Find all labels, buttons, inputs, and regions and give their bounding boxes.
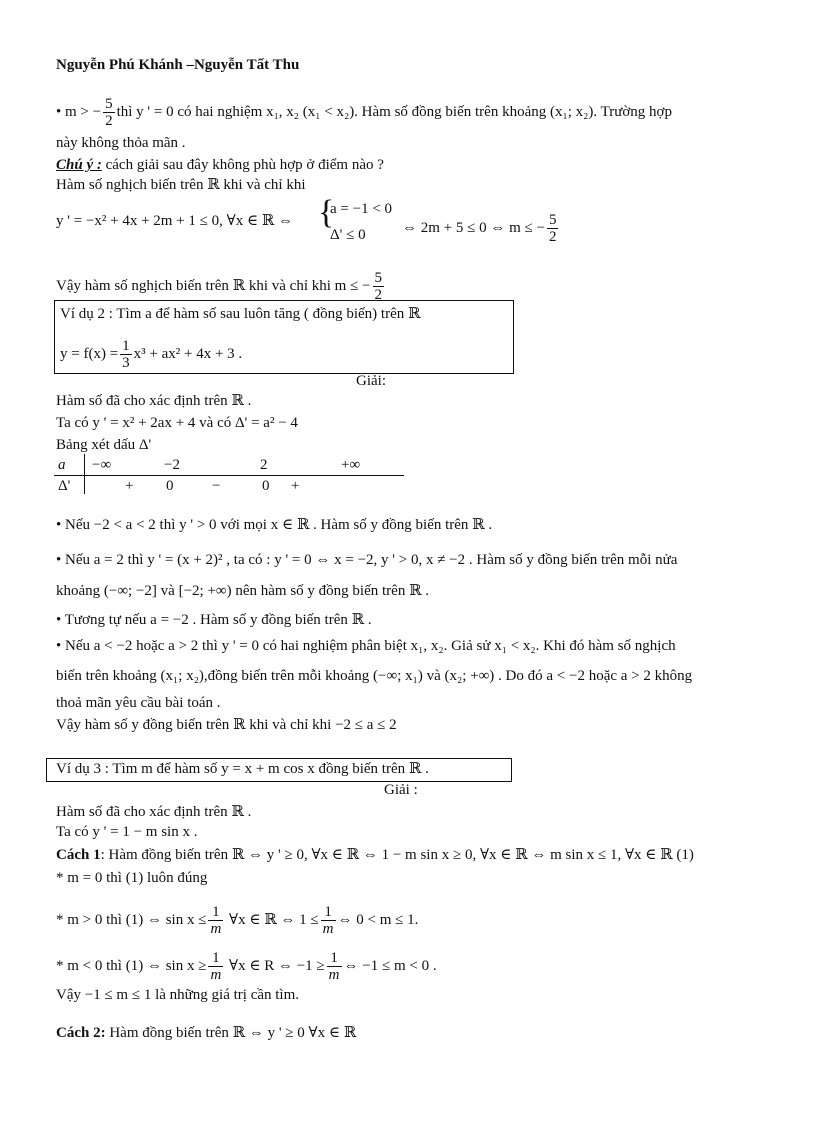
case-line-cont: này không thỏa mãn . [56, 135, 186, 151]
system-row: Δ' ≤ 0 [330, 227, 366, 243]
fraction: $\frac{1}{m}$ [322, 904, 334, 937]
table-sign: + [291, 478, 300, 494]
bullet-item: • Nếu −2 < a < 2 thì y ' > 0 với mọi x ∈ ℝ . Hàm số y đồng biến trên ℝ . [56, 517, 493, 533]
page-header: Nguyễn Phú Khánh –Nguyễn Tất Thu [56, 57, 300, 73]
text-line: Ta có y ' = 1 − m sin x . [56, 824, 198, 840]
note-conclusion: Vậy hàm số nghịch biến trên ℝ khi và chỉ khi m ≤ − $\frac{5}{2}$ [56, 270, 383, 303]
table-label: a [58, 457, 66, 473]
text-line: Ta có y ' = x² + 2ax + 4 và có Δ' = a² − 4 [56, 415, 298, 431]
system-brace: { [318, 194, 335, 231]
method-1: Cách 1: Hàm đồng biến trên ℝ ⇔ y ' ≥ 0, ∀x ∈ ℝ ⇔ 1 − m sin x ≥ 0, ∀x ∈ ℝ ⇔ m sin x ≤ 1, ∀x ∈ ℝ (1) [56, 847, 694, 863]
bullet-item-cont: thoả mãn yêu cầu bài toán . [56, 695, 221, 711]
table-value: −∞ [92, 457, 112, 473]
conclusion: Vậy hàm số y đồng biến trên ℝ khi và chỉ khi −2 ≤ a ≤ 2 [56, 717, 397, 733]
solution-label: Giải : [384, 782, 418, 798]
table-vline [84, 454, 85, 494]
fraction: $\frac{5}{2}$ [548, 212, 557, 245]
method-2: Cách 2: Hàm đồng biến trên ℝ ⇔ y ' ≥ 0 ∀x ∈ ℝ [56, 1025, 357, 1041]
bullet-item: • Nếu a < −2 hoặc a > 2 thì y ' = 0 có hai nghiệm phân biệt x₁, x₂. Giả sử x₁ < x₂. Khi đó hàm số nghịch [56, 638, 676, 654]
table-sign: 0 [166, 478, 174, 494]
table-value: −2 [164, 457, 180, 473]
fraction: $\frac{1}{m}$ [328, 950, 340, 983]
system-row: a = −1 < 0 [330, 201, 393, 217]
bullet-item: • Tương tự nếu a = −2 . Hàm số y đồng biến trên ℝ . [56, 612, 372, 628]
text-line: Hàm số đã cho xác định trên ℝ . [56, 804, 252, 820]
text-line: Hàm số đã cho xác định trên ℝ . [56, 393, 252, 409]
bullet-item-cont: biến trên khoảng (x₁; x₂),đồng biến trên mỗi khoảng (−∞; x₁) và (x₂; +∞) . Do đó a < −2 hoặc a > 2 không [56, 668, 693, 684]
fraction: $\frac{1}{m}$ [210, 950, 222, 983]
note-equation-end: ⇔ 2m + 5 ≤ 0 ⇔ m ≤ − $\frac{5}{2}$ [402, 212, 557, 245]
case-line: * m = 0 thì (1) luôn đúng [56, 870, 208, 886]
conclusion: Vậy −1 ≤ m ≤ 1 là những giá trị cần tìm. [56, 987, 300, 1003]
example-2-title: Ví dụ 2 : Tìm a để hàm số sau luôn tăng ( đồng biến) trên ℝ [60, 306, 421, 322]
note-text: Hàm số nghịch biến trên ℝ khi và chỉ khi [56, 177, 306, 193]
note-equation: y ' = −x² + 4x + 2m + 1 ≤ 0, ∀x ∈ ℝ ⇔ [56, 213, 294, 229]
table-value: +∞ [341, 457, 361, 473]
bullet-item: • Nếu a = 2 thì y ' = (x + 2)² , ta có : y ' = 0 ⇔ x = −2, y ' > 0, x ≠ −2 . Hàm số y đồng biến trên mỗi nửa [56, 552, 678, 568]
case-line: * m > 0 thì (1) ⇔ sin x ≤ $\frac{1}{m}$ ∀x ∈ ℝ ⇔ 1 ≤ $\frac{1}{m}$ ⇔ 0 < m ≤ 1. [56, 904, 419, 937]
example-2-function: y = f(x) = $\frac{1}{3}$ x³ + ax² + 4x + 3 . [60, 338, 243, 371]
table-label: Δ' [58, 478, 71, 494]
example-3-title: Ví dụ 3 : Tìm m để hàm số y = x + m cos x đồng biến trên ℝ . [56, 761, 429, 777]
fraction: $\frac{1}{m}$ [210, 904, 222, 937]
fraction: $\frac{5}{2}$ [105, 96, 113, 129]
solution-label: Giải: [356, 373, 386, 389]
table-hline [54, 475, 404, 476]
fraction: $\frac{5}{2}$ [374, 270, 383, 303]
text-line: Bảng xét dấu Δ' [56, 437, 152, 453]
fraction: $\frac{1}{3}$ [122, 338, 130, 371]
case-line: * m < 0 thì (1) ⇔ sin x ≥ $\frac{1}{m}$ ∀x ∈ R ⇔ −1 ≥ $\frac{1}{m}$ ⇔ −1 ≤ m < 0 . [56, 950, 437, 983]
table-sign: + [125, 478, 134, 494]
table-sign: 0 [262, 478, 270, 494]
table-sign: − [212, 478, 221, 494]
note-line: Chú ý : cách giải sau đây không phù hợp ở điểm nào ? [56, 157, 384, 173]
case-line: • m > − $\frac{5}{2}$ thì y ' = 0 có hai nghiệm x₁, x₂ (x₁ < x₂). Hàm số đồng biến trên khoảng (x₁; x₂). Trường hợp [56, 96, 672, 129]
table-value: 2 [260, 457, 268, 473]
bullet-item-cont: khoảng (−∞; −2] và [−2; +∞) nên hàm số y đồng biến trên ℝ . [56, 583, 430, 599]
